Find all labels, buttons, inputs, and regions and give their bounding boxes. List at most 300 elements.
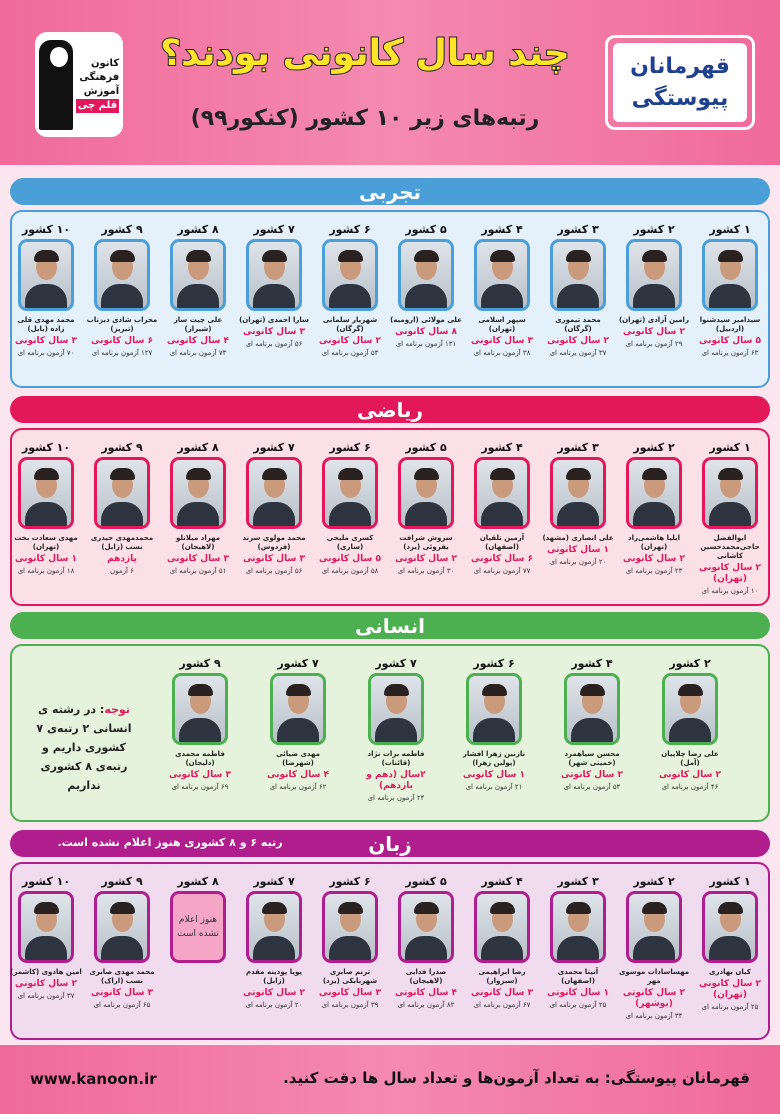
student-card: [388, 874, 464, 1010]
rank-label: ۱۰ کشور: [21, 223, 71, 236]
portrait-hair-icon: [34, 902, 59, 914]
kanoon-logo: [35, 32, 123, 137]
years-at-kanoon: ۳ سال کانونی: [169, 770, 231, 780]
portrait-hair-icon: [338, 468, 363, 480]
rank-label: ۹ کشور: [101, 223, 143, 236]
years-at-kanoon: ۳ سال کانونی: [471, 988, 533, 998]
section-header-zaban: [10, 830, 770, 857]
exam-count: ۵۱ آزمون برنامه ای: [169, 567, 227, 575]
exam-count: ۶۳ آزمون برنامه ای: [701, 349, 759, 357]
rank-label: ۸ کشور: [177, 223, 219, 236]
student-card: [236, 874, 312, 1010]
years-at-kanoon: ۲ سال کانونی (بوشهر): [623, 988, 685, 1009]
student-card: [616, 222, 692, 349]
years-at-kanoon: ۲ سال کانونی (تهران): [699, 979, 761, 1000]
years-at-kanoon: ۳ سال کانونی: [167, 554, 229, 564]
student-photo: [170, 457, 226, 529]
student-name: کیان بهادری: [709, 968, 751, 976]
student-card: [456, 656, 532, 792]
portrait-hair-icon: [414, 250, 439, 262]
student-card: [312, 874, 388, 1010]
portrait-body-icon: [101, 284, 143, 311]
exam-count: ۲۵ آزمون برنامه ای: [701, 1003, 759, 1011]
portrait-body-icon: [253, 502, 295, 529]
exam-count: ۲۹ آزمون برنامه ای: [625, 340, 683, 348]
portrait-hair-icon: [188, 684, 213, 696]
rank-label: ۸ کشور: [177, 441, 219, 454]
student-name: کسری ملیحی (ساری): [326, 534, 374, 551]
rank-label: ۷ کشور: [253, 223, 295, 236]
student-name: رضا ابراهیمی (سبزوار): [478, 968, 526, 985]
portrait-hair-icon: [678, 684, 703, 696]
rank-label: ۳ کشور: [557, 875, 599, 888]
portrait-body-icon: [177, 502, 219, 529]
student-name: سیدامیر سیدشنوا (اردبیل): [699, 316, 761, 333]
student-card: [236, 440, 312, 576]
section-title: زبان: [368, 831, 412, 856]
years-at-kanoon: ۸ سال کانونی: [395, 327, 457, 337]
rank-label: ۷ کشور: [253, 441, 295, 454]
student-name: علی انصاری (مشهد): [542, 534, 614, 542]
exam-count: ۲۱ آزمون برنامه ای: [465, 783, 523, 791]
portrait-hair-icon: [642, 250, 667, 262]
student-card: [616, 440, 692, 576]
years-at-kanoon: ۳ سال کانونی: [243, 554, 305, 564]
rank-label: ۶ کشور: [473, 657, 515, 670]
student-name: ایلیا هاشمی‌راد (تهران): [628, 534, 680, 551]
student-card: [8, 222, 84, 358]
exam-count: ۶۹ آزمون برنامه ای: [171, 783, 229, 791]
student-card: [260, 656, 336, 792]
student-name: ترنم صابری شهربابکی (یزد): [322, 968, 378, 985]
portrait-hair-icon: [580, 684, 605, 696]
exam-count: ۲۰ آزمون برنامه ای: [549, 558, 607, 566]
portrait-body-icon: [405, 936, 447, 963]
exam-count: ۸۲ آزمون برنامه ای: [397, 1001, 455, 1009]
student-photo: [322, 239, 378, 311]
exam-count: ۶ آزمون: [110, 567, 134, 575]
portrait-hair-icon: [414, 468, 439, 480]
portrait-body-icon: [709, 936, 751, 963]
rank-label: ۳ کشور: [557, 441, 599, 454]
exam-count: ۷۷ آزمون برنامه ای: [473, 567, 531, 575]
campaign-badge: [605, 35, 755, 130]
student-photo: [398, 239, 454, 311]
student-name: علی چیت ساز (شیراز): [173, 316, 223, 333]
portrait-body-icon: [25, 502, 67, 529]
student-name: امین هادوی (کاشمر): [10, 968, 82, 976]
section-header-tajrobi: [10, 178, 770, 205]
exam-count: ۲۳ آزمون برنامه ای: [625, 567, 683, 575]
student-name: محراب شادی دیزناب (تبریز): [86, 316, 158, 333]
footer: [0, 1045, 780, 1114]
student-name: فاطمه محمدی (دلیجان): [175, 750, 225, 767]
portrait-hair-icon: [718, 902, 743, 914]
student-name: آنیتا محمدی (اصفهان): [557, 968, 599, 985]
years-at-kanoon: ۱ سال کانونی: [547, 988, 609, 998]
student-card: [540, 440, 616, 567]
logo-word: فرهنگی: [79, 71, 120, 83]
student-card: [388, 222, 464, 349]
portrait-hair-icon: [642, 468, 667, 480]
portrait-body-icon: [481, 284, 523, 311]
portrait-body-icon: [329, 502, 371, 529]
student-name: مهدی ضیائی (شهرضا): [276, 750, 320, 767]
rank-label: ۱ کشور: [709, 875, 751, 888]
exam-count: ۴۶ آزمون برنامه ای: [661, 783, 719, 791]
header: [0, 0, 780, 165]
portrait-body-icon: [101, 936, 143, 963]
rank-label: ۶ کشور: [329, 875, 371, 888]
exam-count: ۱۲۷ آزمون برنامه ای: [91, 349, 153, 357]
portrait-hair-icon: [566, 250, 591, 262]
section-zaban: [10, 862, 770, 1040]
rank-label: ۳ کشور: [557, 223, 599, 236]
student-name: محمد تیموری (گرگان): [555, 316, 601, 333]
student-card: [692, 440, 768, 596]
exam-count: ۳۸ آزمون برنامه ای: [473, 349, 531, 357]
years-at-kanoon: ۲ سال کانونی: [243, 988, 305, 998]
student-photo: [398, 457, 454, 529]
portrait-body-icon: [101, 502, 143, 529]
student-photo: [626, 891, 682, 963]
portrait-hair-icon: [34, 468, 59, 480]
student-photo: [368, 673, 424, 745]
rank-label: ۶ کشور: [329, 223, 371, 236]
years-at-kanoon: ۴ سال کانونی: [167, 336, 229, 346]
years-at-kanoon: ۲ سال کانونی: [395, 554, 457, 564]
rank-label: ۱ کشور: [709, 441, 751, 454]
student-card: [554, 656, 630, 792]
student-photo: [626, 457, 682, 529]
student-photo: [270, 673, 326, 745]
exam-count: ۵۴ آزمون برنامه ای: [321, 349, 379, 357]
student-card: [358, 656, 434, 803]
portrait-hair-icon: [490, 250, 515, 262]
student-name: شهریار سلمانی (گرگان): [322, 316, 378, 333]
student-name: صدرا فدایی (لاهیجان): [405, 968, 447, 985]
exam-count: ۶۷ آزمون برنامه ای: [473, 1001, 531, 1009]
rank-label: ۲ کشور: [633, 223, 675, 236]
years-at-kanoon: ۳ سال کانونی: [471, 336, 533, 346]
portrait-body-icon: [557, 502, 599, 529]
student-name: ابوالفضل حاجی‌محمدحسین کاشانی: [700, 534, 760, 560]
years-at-kanoon: ۱ سال کانونی: [15, 554, 77, 564]
portrait-body-icon: [179, 718, 221, 745]
years-at-kanoon: ۲سال (دهم و یازدهم): [366, 770, 426, 791]
student-name: محمدمهدی حیدری نسب (زابل): [90, 534, 154, 551]
page-subtitle: رتبه‌های زیر ۱۰ کشور (کنکور۹۹): [190, 106, 540, 131]
rank-label: ۴ کشور: [481, 875, 523, 888]
rank-label: ۹ کشور: [179, 657, 221, 670]
rank-label: ۲ کشور: [633, 875, 675, 888]
exam-count: ۳۴ آزمون برنامه ای: [625, 1012, 683, 1020]
student-photo: [474, 891, 530, 963]
portrait-hair-icon: [490, 468, 515, 480]
student-card: [84, 874, 160, 1010]
student-name: آرمین تلقیان (اصفهان): [479, 534, 525, 551]
portrait-body-icon: [669, 718, 711, 745]
portrait-hair-icon: [262, 468, 287, 480]
portrait-hair-icon: [110, 468, 135, 480]
portrait-hair-icon: [566, 468, 591, 480]
years-at-kanoon: ۶ سال کانونی: [91, 336, 153, 346]
student-name: مهساسادات موسوی مهر: [618, 968, 690, 985]
portrait-body-icon: [633, 284, 675, 311]
student-name: مهدی سعادت بخت (تهران): [14, 534, 78, 551]
section-header-ensani: [10, 612, 770, 639]
portrait-hair-icon: [482, 684, 507, 696]
student-name: مهراد میلانلو (لاهیجان): [175, 534, 221, 551]
student-name: محمد مهدی صابری نسب (اراک): [89, 968, 155, 985]
student-photo: [550, 891, 606, 963]
student-photo: [702, 239, 758, 311]
rank-label: ۴ کشور: [481, 441, 523, 454]
student-photo: [702, 457, 758, 529]
section-riazi: [10, 428, 770, 606]
pending-placeholder: هنوز اعلام نشده است: [170, 891, 226, 963]
student-photo: [474, 457, 530, 529]
student-name: محمد مهدی قلی زاده (بابل): [17, 316, 75, 333]
portrait-hair-icon: [414, 902, 439, 914]
portrait-hair-icon: [186, 468, 211, 480]
rank-label: ۶ کشور: [329, 441, 371, 454]
portrait-body-icon: [481, 502, 523, 529]
exam-count: ۳۷ آزمون برنامه ای: [17, 992, 75, 1000]
portrait-body-icon: [571, 718, 613, 745]
student-card: [652, 656, 728, 792]
student-card: [464, 440, 540, 576]
years-at-kanoon: ۳ سال کانونی: [15, 336, 77, 346]
student-photo: [94, 891, 150, 963]
student-name: نازنین زهرا افشار (پولین زهرا): [462, 750, 526, 767]
portrait-body-icon: [25, 936, 67, 963]
student-name: محمد مولوی سرند (فردوس): [242, 534, 306, 551]
student-photo: [18, 457, 74, 529]
portrait-hair-icon: [718, 250, 743, 262]
student-photo: [246, 239, 302, 311]
student-photo: [322, 457, 378, 529]
student-name: علی مولائی (ارومیه): [390, 316, 462, 324]
years-at-kanoon: ۵ سال کانونی: [319, 554, 381, 564]
exam-count: ۶۵ آزمون برنامه ای: [93, 1001, 151, 1009]
student-photo: [18, 239, 74, 311]
student-photo: [246, 457, 302, 529]
student-card: [464, 874, 540, 1010]
exam-count: ۵۸ آزمون برنامه ای: [321, 567, 379, 575]
student-card: [160, 874, 236, 963]
student-photo: [246, 891, 302, 963]
portrait-hair-icon: [262, 250, 287, 262]
footer-message: قهرمانان پیوستگی: به تعداد آزمون‌ها و تعداد سال ها دقت کنید.: [283, 1069, 750, 1087]
exam-count: ۶۲ آزمون برنامه ای: [269, 783, 327, 791]
exam-count: ۳۹ آزمون برنامه ای: [321, 1001, 379, 1009]
years-at-kanoon: ۴ سال کانونی: [395, 988, 457, 998]
exam-count: ۲۴ آزمون برنامه ای: [367, 794, 425, 802]
student-photo: [94, 239, 150, 311]
student-card: [616, 874, 692, 1021]
years-at-kanoon: ۳ سال کانونی: [319, 988, 381, 998]
logo-word: قلم چی: [77, 99, 118, 111]
student-card: [160, 440, 236, 576]
portrait-body-icon: [481, 936, 523, 963]
section-title: انسانی: [355, 613, 425, 638]
rank-label: ۷ کشور: [375, 657, 417, 670]
student-card: [84, 222, 160, 358]
section-header-riazi: [10, 396, 770, 423]
portrait-hair-icon: [384, 684, 409, 696]
portrait-hair-icon: [566, 902, 591, 914]
student-card: [540, 874, 616, 1010]
student-card: [692, 874, 768, 1012]
note-text: : در رشته ی انسانی ۲ رتبه‌ی ۷ کشوری داریم و رتبه‌ی ۸ کشوری نداریم: [36, 703, 132, 792]
student-card: [236, 222, 312, 349]
ensani-note: [28, 700, 140, 795]
page-title: چند سال کانونی بودند؟: [160, 33, 570, 74]
portrait-body-icon: [253, 936, 295, 963]
years-at-kanoon: ۲ سال کانونی: [15, 979, 77, 989]
portrait-body-icon: [329, 936, 371, 963]
exam-count: ۵۶ آزمون برنامه ای: [245, 567, 303, 575]
student-photo: [322, 891, 378, 963]
portrait-body-icon: [375, 718, 417, 745]
rank-label: ۵ کشور: [405, 223, 447, 236]
exam-count: ۵۶ آزمون برنامه ای: [245, 340, 303, 348]
student-photo: [172, 673, 228, 745]
section-note: رتبه ۶ و ۸ کشوری هنوز اعلام نشده است.: [57, 836, 283, 849]
student-photo: [550, 457, 606, 529]
student-photo: [626, 239, 682, 311]
student-photo: [474, 239, 530, 311]
student-name: رامین آزادی (تهران): [618, 316, 689, 324]
student-photo: [564, 673, 620, 745]
portrait-body-icon: [473, 718, 515, 745]
portrait-hair-icon: [338, 250, 363, 262]
exam-count: ۲۵ آزمون برنامه ای: [549, 1001, 607, 1009]
rank-label: ۲ کشور: [669, 657, 711, 670]
rank-label: ۷ کشور: [277, 657, 319, 670]
student-card: [312, 222, 388, 358]
years-at-kanoon: ۲ سال کانونی: [561, 770, 623, 780]
years-at-kanoon: ۲ سال کانونی: [659, 770, 721, 780]
student-name: فاطمه برات نژاد (قائنات): [367, 750, 425, 767]
exam-count: ۳۷ آزمون برنامه ای: [549, 349, 607, 357]
portrait-hair-icon: [34, 250, 59, 262]
portrait-body-icon: [253, 284, 295, 311]
portrait-body-icon: [405, 502, 447, 529]
student-card: [8, 440, 84, 576]
student-photo: [18, 891, 74, 963]
student-photo: [398, 891, 454, 963]
student-photo: [94, 457, 150, 529]
student-card: [162, 656, 238, 792]
exam-count: ۱۳۱ آزمون برنامه ای: [395, 340, 457, 348]
years-at-kanoon: ۲ سال کانونی: [319, 336, 381, 346]
student-name: علی رضا چلاپیان (آمل): [661, 750, 719, 767]
rank-label: ۷ کشور: [253, 875, 295, 888]
student-name: محسن سیاهمرد (خمینی شهر): [564, 750, 620, 767]
portrait-body-icon: [633, 502, 675, 529]
badge-line: پیوستگی: [631, 85, 729, 111]
portrait-hair-icon: [642, 902, 667, 914]
years-at-kanoon: ۲ سال کانونی (تهران): [699, 563, 761, 584]
portrait-body-icon: [277, 718, 319, 745]
years-at-kanoon: ۵ سال کانونی: [699, 336, 761, 346]
student-photo: [466, 673, 522, 745]
exam-count: ۷۰ آزمون برنامه ای: [17, 349, 75, 357]
rank-label: ۵ کشور: [405, 441, 447, 454]
student-name: سارا احمدی (تهران): [239, 316, 309, 324]
exam-count: ۱۸ آزمون برنامه ای: [17, 567, 75, 575]
rank-label: ۵ کشور: [405, 875, 447, 888]
years-at-kanoon: ۴ سال کانونی: [267, 770, 329, 780]
rank-label: ۹ کشور: [101, 875, 143, 888]
years-at-kanoon: ۱ سال کانونی: [547, 545, 609, 555]
exam-count: ۱۰ آزمون برنامه ای: [701, 587, 759, 595]
portrait-body-icon: [405, 284, 447, 311]
badge-line: قهرمانان: [630, 53, 730, 79]
student-photo: [550, 239, 606, 311]
website-link[interactable]: www.kanoon.ir: [30, 1070, 157, 1088]
portrait-hair-icon: [490, 902, 515, 914]
student-card: [692, 222, 768, 358]
years-at-kanoon: ۲ سال کانونی: [623, 327, 685, 337]
rank-label: ۱ کشور: [709, 223, 751, 236]
rank-label: ۸ کشور: [177, 875, 219, 888]
student-name: پویا پودینه مقدم (زابل): [245, 968, 303, 985]
years-at-kanoon: ۳ سال کانونی: [91, 988, 153, 998]
student-photo: [702, 891, 758, 963]
student-photo: [662, 673, 718, 745]
logo-word: کانون: [91, 57, 120, 69]
rank-label: ۲ کشور: [633, 441, 675, 454]
student-card: [8, 874, 84, 1001]
student-card: [312, 440, 388, 576]
portrait-hair-icon: [110, 250, 135, 262]
portrait-hair-icon: [338, 902, 363, 914]
note-label: توجه: [104, 703, 130, 716]
student-name: سپهر اسلامی (تهران): [478, 316, 526, 333]
portrait-body-icon: [557, 284, 599, 311]
portrait-hair-icon: [186, 250, 211, 262]
student-card: [540, 222, 616, 358]
portrait-body-icon: [25, 284, 67, 311]
portrait-body-icon: [557, 936, 599, 963]
years-at-kanoon: ۶ سال کانونی: [471, 554, 533, 564]
portrait-body-icon: [709, 284, 751, 311]
exam-count: ۵۴ آزمون برنامه ای: [563, 783, 621, 791]
exam-count: ۷۴ آزمون برنامه ای: [169, 349, 227, 357]
graduate-figure-icon: [39, 40, 73, 130]
student-card: [84, 440, 160, 576]
section-tajrobi: [10, 210, 770, 388]
student-card: [160, 222, 236, 358]
years-at-kanoon: ۳ سال کانونی: [243, 327, 305, 337]
rank-label: ۱۰ کشور: [21, 441, 71, 454]
rank-label: ۹ کشور: [101, 441, 143, 454]
logo-word: آموزش: [83, 85, 120, 97]
rank-label: ۴ کشور: [571, 657, 613, 670]
years-at-kanoon: یازدهم: [107, 554, 137, 564]
portrait-body-icon: [177, 284, 219, 311]
student-name: سروش شرافت یفروئی (یزد): [399, 534, 453, 551]
portrait-hair-icon: [110, 902, 135, 914]
years-at-kanoon: ۱ سال کانونی: [463, 770, 525, 780]
portrait-hair-icon: [262, 902, 287, 914]
portrait-body-icon: [329, 284, 371, 311]
portrait-hair-icon: [286, 684, 311, 696]
exam-count: ۳۰ آزمون برنامه ای: [397, 567, 455, 575]
